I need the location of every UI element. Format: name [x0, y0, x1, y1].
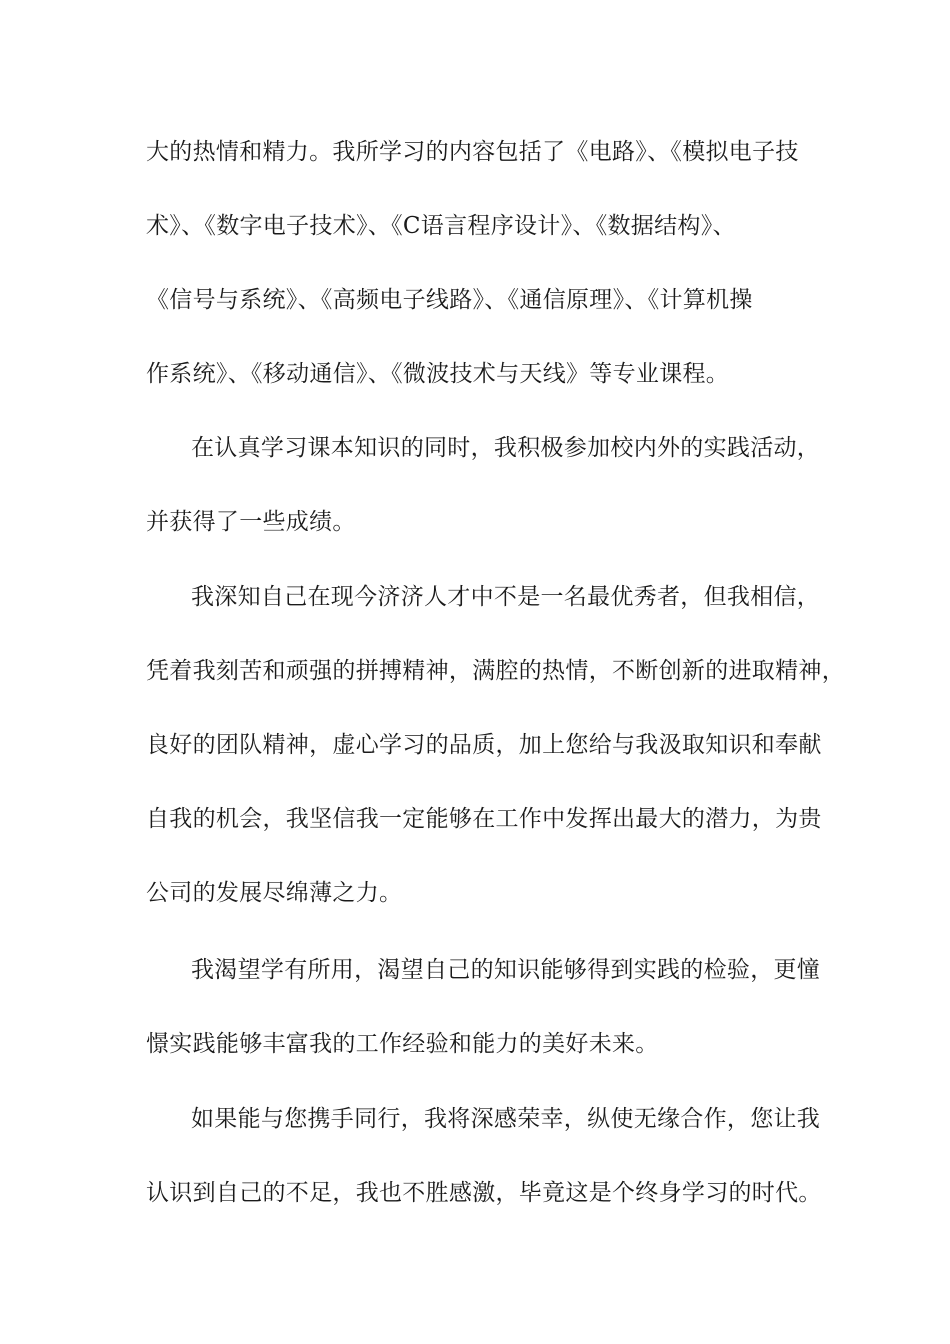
text-line: 认识到自己的不足，我也不胜感激，毕竟这是个终身学习的时代。: [146, 1180, 822, 1206]
text-line: 《信号与系统》、《高频电子线路》、《通信原理》、《计算机操: [146, 287, 753, 313]
text-line: 术》、《数字电子技术》、《C语言程序设计》、《数据结构》、: [146, 213, 736, 239]
text-line: 自我的机会，我坚信我一定能够在工作中发挥出最大的潜力，为贵: [146, 806, 822, 832]
text-line: 憬实践能够丰富我的工作经验和能力的美好未来。: [146, 1031, 659, 1057]
paragraph-first-line: 在认真学习课本知识的同时，我积极参加校内外的实践活动，: [191, 435, 821, 461]
text-line: 大的热情和精力。我所学习的内容包括了《电路》、《模拟电子技: [146, 139, 799, 165]
paragraph-first-line: 如果能与您携手同行，我将深感荣幸，纵使无缘合作，您让我: [191, 1106, 821, 1132]
paragraph-first-line: 我渴望学有所用，渴望自己的知识能够得到实践的检验，更憧: [191, 957, 821, 983]
text-line: 凭着我刻苦和顽强的拼搏精神，满腔的热情，不断创新的进取精神，: [146, 658, 845, 684]
paragraph-first-line: 我深知自己在现今济济人才中不是一名最优秀者，但我相信，: [191, 584, 821, 610]
text-line: 公司的发展尽绵薄之力。: [146, 880, 403, 906]
text-line: 良好的团队精神，虚心学习的品质，加上您给与我汲取知识和奉献: [146, 732, 822, 758]
text-line: 作系统》、《移动通信》、《微波技术与天线》等专业课程。: [146, 361, 730, 387]
text-line: 并获得了一些成绩。: [146, 509, 356, 535]
